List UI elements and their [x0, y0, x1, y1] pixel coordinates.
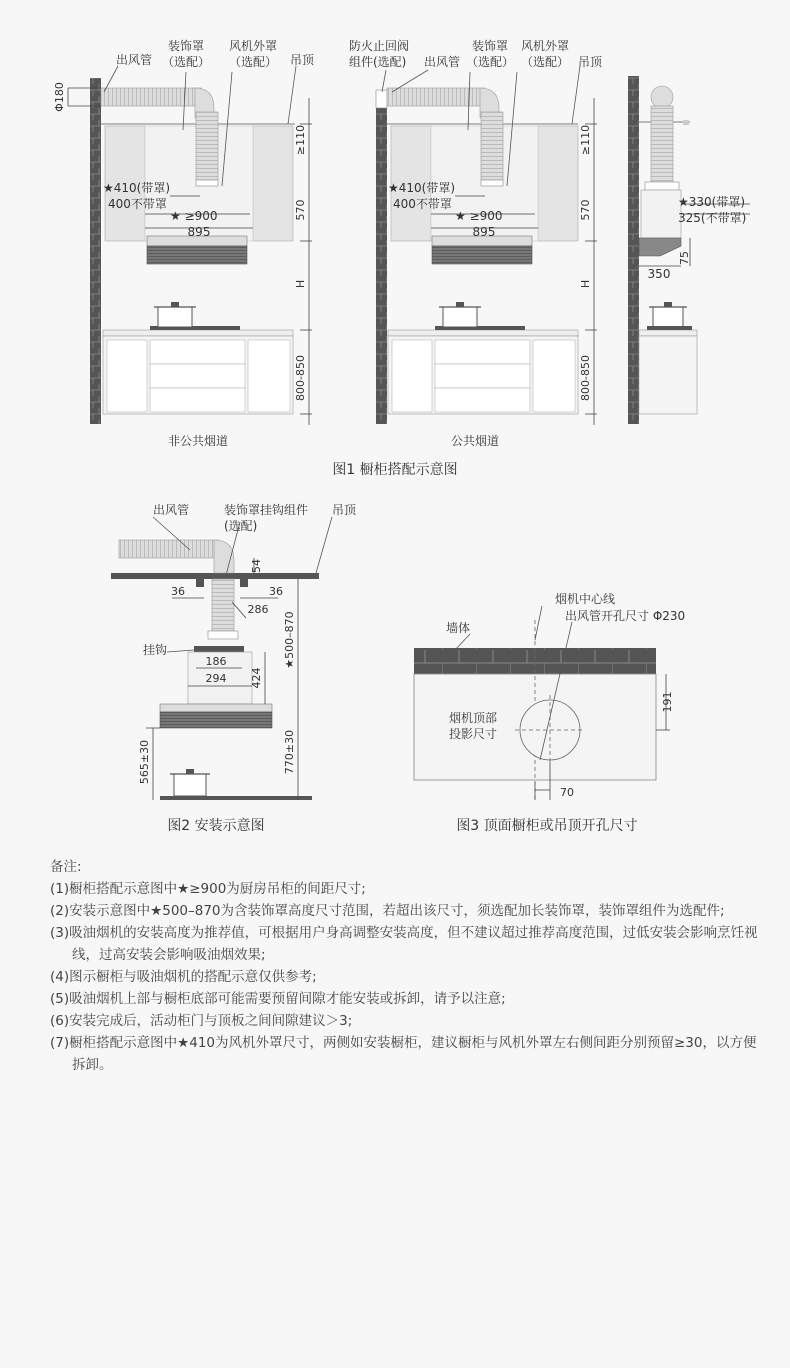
- upper-cabinet-right: [253, 126, 293, 241]
- dim-counter-height: 800-850: [294, 355, 307, 401]
- label-fan-cover: 风机外罩: [228, 39, 278, 53]
- fig2-installation-diagram: [111, 502, 357, 834]
- label-deco-optional: （选配）: [161, 55, 211, 69]
- outlet-duct: [101, 88, 201, 106]
- dim-36-left: 36: [171, 585, 185, 598]
- range-hood: [160, 712, 272, 728]
- wall: [90, 78, 101, 424]
- note-item: (4)图示橱柜与吸油烟机的搭配示意仅供参考;: [50, 969, 317, 985]
- dim-565: 565±30: [138, 739, 151, 785]
- dim-895: 895: [472, 225, 496, 239]
- dim-500-870: ★500–870: [283, 611, 296, 669]
- label-hood-top: 烟机顶部: [448, 711, 498, 725]
- label-wall: 墙体: [446, 621, 471, 635]
- range-hood: [432, 246, 532, 264]
- dim-410: ★410(带罩): [103, 181, 171, 195]
- dim-895: 895: [187, 225, 211, 239]
- note-item: (2)安装示意图中★500–870为含装饰罩高度尺寸范围，若超出该尺寸，须选配加长装饰罩，装饰罩组件为选配件;: [50, 903, 725, 919]
- dim-191: 191: [661, 691, 674, 713]
- fig1-left-diagram: [53, 38, 315, 448]
- notes-title: 备注:: [50, 859, 82, 875]
- label-deco-optional: (选配): [224, 519, 258, 533]
- label-fan-optional: （选配）: [228, 55, 278, 69]
- fig3-hole-size-diagram: [414, 591, 685, 834]
- fig3-caption: 图3 顶面橱柜或吊顶开孔尺寸: [456, 818, 638, 834]
- fig2-caption: 图2 安装示意图: [167, 818, 265, 834]
- label-fan-optional: （选配）: [520, 55, 570, 69]
- label-ceiling: 吊顶: [290, 53, 315, 67]
- dim-900: ★ ≥900: [455, 209, 503, 223]
- label-centerline: 烟机中心线: [555, 592, 616, 606]
- note-item: (1)橱柜搭配示意图中★≥900为厨房吊柜的间距尺寸;: [50, 881, 366, 897]
- dim-350: 350: [647, 267, 671, 281]
- label-deco-cover: 装饰罩: [471, 39, 509, 53]
- dim-400: 400不带罩: [108, 197, 167, 211]
- dim-286: 286: [247, 603, 269, 616]
- wall: [376, 108, 387, 424]
- label-projection-size: 投影尺寸: [448, 727, 498, 741]
- note-item: (5)吸油烟机上部与橱柜底部可能需要预留间隙才能安装或拆卸，请予以注意;: [50, 991, 506, 1007]
- note-item: (7)橱柜搭配示意图中★410为风机外罩尺寸，两侧如安装橱柜，建议橱柜与风机外罩左右侧间距分别预留≥30，以方便拆卸。: [50, 1035, 757, 1073]
- dim-410: ★410(带罩): [388, 181, 456, 195]
- notes-section: [50, 856, 760, 1076]
- dim-h: H: [579, 279, 592, 289]
- dim-570: 570: [294, 199, 307, 221]
- label-fire-valve-assembly: 组件(选配): [349, 55, 407, 69]
- fig1-middle-diagram: [349, 38, 603, 448]
- label-hole-size: 出风管开孔尺寸 Φ230: [565, 609, 686, 623]
- dim-186: 186: [205, 655, 227, 668]
- label-outlet-duct: 出风管: [153, 503, 190, 517]
- pot: [443, 307, 477, 327]
- dim-330: ★330(带罩): [678, 195, 746, 209]
- label-fan-cover: 风机外罩: [520, 39, 570, 53]
- dim-h: H: [294, 279, 307, 289]
- dim-54: 54: [250, 559, 263, 573]
- label-hook: 挂钩: [143, 643, 168, 657]
- label-outlet-duct: 出风管: [116, 53, 153, 67]
- dim-400: 400不带罩: [393, 197, 452, 211]
- label-deco-optional: （选配）: [465, 55, 515, 69]
- dim-294: 294: [205, 672, 227, 685]
- dim-770: 770±30: [283, 729, 296, 775]
- label-ceiling: 吊顶: [332, 503, 357, 517]
- label-ceiling: 吊顶: [578, 55, 603, 69]
- dim-top-gap: ≥110: [294, 124, 307, 156]
- note-item: (3)吸油烟机的安装高度为推荐值，可根据用户身高调整安装高度，但不建议超过推荐高度范围，过低安装会影响烹饪视线，过高安装会影响吸油烟效果;: [50, 925, 758, 963]
- label-outlet-duct: 出风管: [424, 55, 461, 69]
- range-hood: [147, 246, 247, 264]
- note-item: (6)安装完成后，活动柜门与顶板之间间隙建议＞3;: [50, 1013, 353, 1029]
- dim-counter-height: 800-850: [579, 355, 592, 401]
- dim-phi180: Φ180: [53, 82, 66, 112]
- pot: [158, 307, 192, 327]
- fig1-right-side-view: [628, 76, 750, 424]
- dim-570: 570: [579, 199, 592, 221]
- dim-top-gap: ≥110: [579, 124, 592, 156]
- dim-70: 70: [560, 786, 574, 799]
- dim-900: ★ ≥900: [170, 209, 218, 223]
- label-fire-valve: 防火止回阀: [349, 39, 410, 53]
- wall: [628, 76, 639, 424]
- outlet-duct: [387, 88, 485, 106]
- dim-75: 75: [678, 251, 691, 265]
- dim-424: 424: [250, 667, 263, 689]
- dim-36-right: 36: [269, 585, 283, 598]
- label-deco-cover: 装饰罩: [167, 39, 205, 53]
- range-hood-side: [639, 238, 681, 256]
- caption-public-flue: 公共烟道: [450, 434, 500, 448]
- hook-bracket: [194, 646, 244, 652]
- fig1-caption: 图1 橱柜搭配示意图: [332, 462, 458, 478]
- caption-non-public-flue: 非公共烟道: [167, 434, 229, 448]
- ceiling-board: [111, 573, 319, 579]
- dim-325: 325(不带罩): [678, 211, 747, 225]
- label-deco-hook-assembly: 装饰罩挂钩组件: [224, 503, 309, 517]
